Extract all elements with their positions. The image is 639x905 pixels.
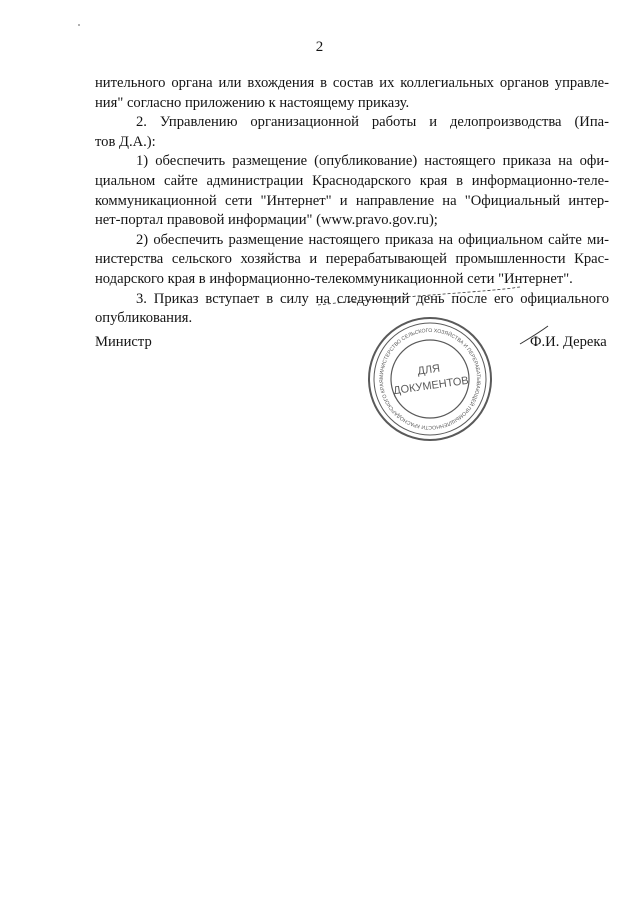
paragraph-line: коммуникационной сети "Интернет" и направление на "Официальный интер- [95,192,609,209]
minister-title: Министр [95,334,152,350]
stamp-center-line1: ДЛЯ [416,362,441,378]
paragraph-line: ния" согласно приложению к настоящему приказу. [95,94,410,111]
paragraph-line: нодарского края в информационно-телекоммуникационной сети "Интернет". [95,270,573,287]
paragraph-line: нительного органа или вхождения в состав их коллегиальных органов управле- [95,75,609,91]
paragraph-line: 3. Приказ вступает в силу на следующий день после его официального [136,290,609,307]
paragraph-line: циальном сайте администрации Краснодарского края в информационно-теле- [95,172,609,189]
paragraph-line: 2. Управлению организационной работы и делопроизводства (Ипа- [136,114,609,131]
stamp-center-line2: ДОКУМЕНТОВ [392,374,470,398]
paragraph-line: нистерства сельского хозяйства и перерабатывающей промышленности Крас- [95,251,609,268]
paragraph-line: опубликования. [95,310,193,327]
paragraph-line: 1) обеспечить размещение (опубликование) настоящего приказа на офи- [136,153,609,170]
page-number: 2 [315,39,324,55]
official-stamp [366,315,494,443]
paragraph-line: тов Д.А.): [95,133,156,150]
paragraph-line: 2) обеспечить размещение настоящего приказа на официальном сайте ми- [136,231,609,248]
stamp-ring-text: МИНИСТЕРСТВО СЕЛЬСКОГО ХОЗЯЙСТВА И ПЕРЕРАБАТЫВАЮЩЕЙ ПРОМЫШЛЕННОСТИ КРАСНОДАРСКОГО КРАЯ [378,327,482,431]
paragraph-line: нет-портал правовой информации" (www.pravo.gov.ru); [95,212,438,229]
minister-name: Ф.И. Дерека [530,334,607,350]
